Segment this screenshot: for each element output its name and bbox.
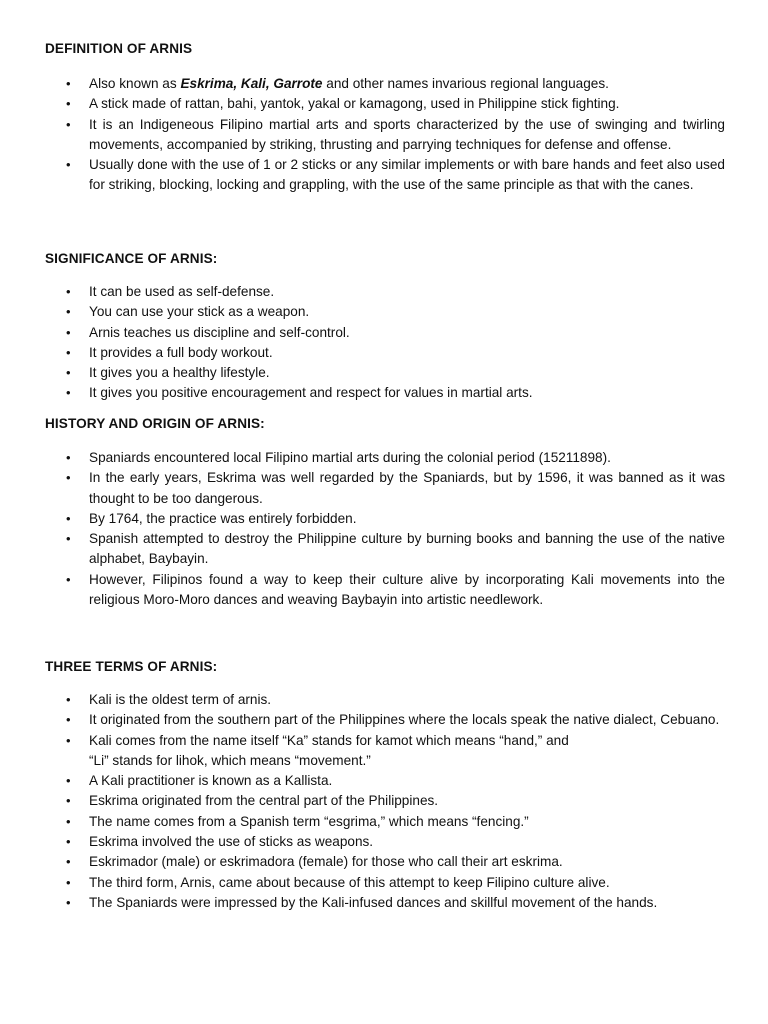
bullet-icon: • xyxy=(66,116,71,132)
significance-section xyxy=(45,249,725,404)
bullet-icon: • xyxy=(66,571,71,587)
item-text-line2: “Li” stands for lihok, which means “movement.” xyxy=(89,752,371,768)
significance-heading: SIGNIFICANCE OF ARNIS: xyxy=(45,251,218,266)
list-item xyxy=(45,282,725,302)
history-heading: HISTORY AND ORIGIN OF ARNIS: xyxy=(45,416,265,431)
item-text: Spanish attempted to destroy the Philippine culture by burning books and banning the use of the native alphabet, Baybayin. xyxy=(89,531,725,567)
bullet-icon: • xyxy=(66,732,71,748)
item-text: It provides a full body workout. xyxy=(89,344,273,360)
item-text: It gives you positive encouragement and respect for values in martial arts. xyxy=(89,385,533,401)
item-text: Eskrimador (male) or eskrimadora (female) for those who call their art eskrima. xyxy=(89,854,563,870)
bullet-icon: • xyxy=(66,365,71,381)
item-text-line1: Kali comes from the name itself “Ka” stands for kamot which means “hand,” and xyxy=(89,732,569,748)
item-text: It can be used as self-defense. xyxy=(89,284,275,299)
list-item xyxy=(45,448,725,468)
item-text-emphasis: Eskrima, Kali, Garrote xyxy=(180,76,323,91)
item-text: It gives you a healthy lifestyle. xyxy=(89,365,270,381)
history-list xyxy=(45,448,725,610)
item-text: Spaniards encountered local Filipino martial arts during the colonial period (15211898). xyxy=(89,450,611,465)
bullet-icon: • xyxy=(66,324,71,340)
list-item xyxy=(45,115,725,156)
item-text: The Spaniards were impressed by the Kali-infused dances and skillful movement of the hands. xyxy=(89,894,658,910)
bullet-icon: • xyxy=(66,874,71,890)
list-item xyxy=(45,363,725,383)
terms-list xyxy=(45,690,725,913)
item-text: You can use your stick as a weapon. xyxy=(89,304,310,320)
item-text: Kali is the oldest term of arnis. xyxy=(89,692,272,707)
bullet-icon: • xyxy=(66,692,71,707)
item-text: Eskrima originated from the central part of the Philippines. xyxy=(89,793,439,809)
item-text-after: and other names invarious regional languages. xyxy=(322,76,609,91)
definition-heading: DEFINITION OF ARNIS xyxy=(45,41,193,56)
list-item xyxy=(45,74,725,94)
item-text: Arnis teaches us discipline and self-control. xyxy=(89,324,350,340)
bullet-icon: • xyxy=(66,531,71,547)
list-item xyxy=(45,731,725,772)
item-text: It is an Indigeneous Filipino martial arts and sports characterized by the use of swinging and twirling movements, accompanied by striking, thrusting and parrying techniques for defense and offense. xyxy=(89,116,725,152)
list-item xyxy=(45,771,725,791)
terms-section xyxy=(45,657,725,913)
list-item xyxy=(45,323,725,343)
list-item xyxy=(45,710,725,730)
bullet-icon: • xyxy=(66,773,71,789)
list-item xyxy=(45,690,725,710)
item-text: The name comes from a Spanish term “esgrima,” which means “fencing.” xyxy=(89,813,529,829)
list-item xyxy=(45,468,725,509)
item-text: It originated from the southern part of the Philippines where the locals speak the native dialect, Cebuano. xyxy=(89,712,720,728)
list-item xyxy=(45,812,725,832)
bullet-icon: • xyxy=(66,894,71,910)
list-item xyxy=(45,155,725,196)
bullet-icon: • xyxy=(66,470,71,486)
list-item xyxy=(45,383,725,403)
bullet-icon: • xyxy=(66,793,71,809)
list-item xyxy=(45,343,725,363)
item-text-before: Also known as xyxy=(89,76,181,91)
bullet-icon: • xyxy=(66,854,71,870)
item-text: A stick made of rattan, bahi, yantok, yakal or kamagong, used in Philippine stick fighting. xyxy=(89,96,620,112)
bullet-icon: • xyxy=(66,157,71,173)
item-text: However, Filipinos found a way to keep their culture alive by incorporating Kali movements into the religious Moro-Moro dances and weaving Baybayin into artistic needlework. xyxy=(89,571,725,608)
item-text: The third form, Arnis, came about because of this attempt to keep Filipino culture alive. xyxy=(89,874,610,890)
significance-list xyxy=(45,282,725,404)
list-item xyxy=(45,893,725,913)
item-text: In the early years, Eskrima was well regarded by the Spaniards, but by 1596, it was banned as it was thought to be too dangerous. xyxy=(89,470,725,506)
bullet-icon: • xyxy=(66,450,71,465)
bullet-icon: • xyxy=(66,813,71,829)
list-item xyxy=(45,94,725,114)
bullet-icon: • xyxy=(66,385,71,401)
bullet-icon: • xyxy=(66,510,71,526)
list-item xyxy=(45,832,725,852)
item-text: By 1764, the practice was entirely forbidden. xyxy=(89,510,357,526)
bullet-icon: • xyxy=(66,284,71,299)
item-text: Usually done with the use of 1 or 2 sticks or any similar implements or with bare hands and feet also used for striking, blocking, locking and grappling, with the use of the same principle as that with the canes. xyxy=(89,157,725,193)
item-text: A Kali practitioner is known as a Kallista. xyxy=(89,773,333,789)
list-item xyxy=(45,852,725,872)
bullet-icon: • xyxy=(66,96,71,112)
list-item xyxy=(45,529,725,570)
list-item xyxy=(45,791,725,811)
bullet-icon: • xyxy=(66,304,71,320)
bullet-icon: • xyxy=(66,344,71,360)
list-item xyxy=(45,302,725,322)
definition-list xyxy=(45,74,725,196)
bullet-icon: • xyxy=(66,834,71,850)
bullet-icon: • xyxy=(66,712,71,728)
item-text: Eskrima involved the use of sticks as weapons. xyxy=(89,834,374,850)
bullet-icon: • xyxy=(66,76,71,91)
list-item xyxy=(45,873,725,893)
list-item xyxy=(45,570,725,611)
history-section xyxy=(45,414,725,610)
terms-heading: THREE TERMS OF ARNIS: xyxy=(45,659,218,674)
definition-section xyxy=(45,39,725,196)
list-item xyxy=(45,509,725,529)
